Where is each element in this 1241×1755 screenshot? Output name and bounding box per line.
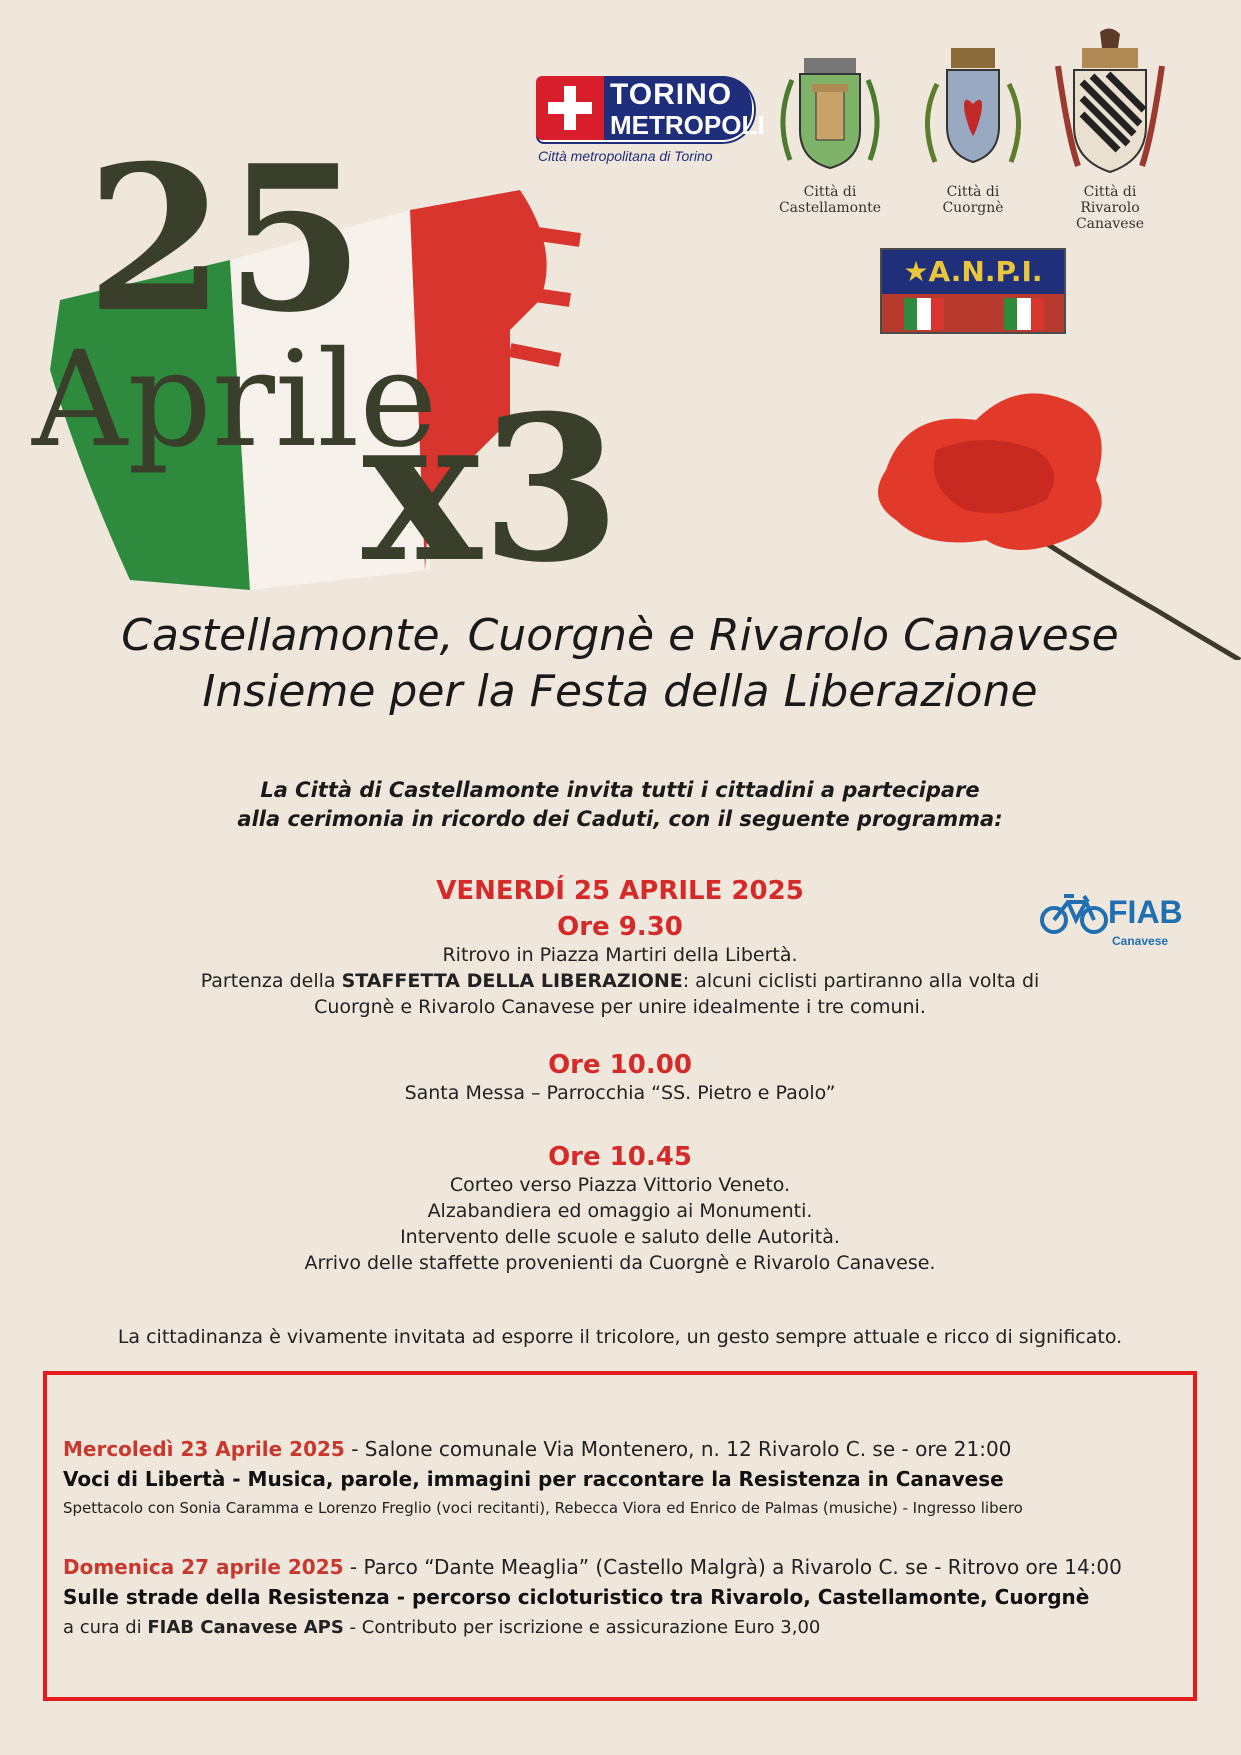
program-text: Partenza della — [200, 970, 342, 992]
torino-logo-sub: Città metropolitana di Torino — [538, 148, 713, 164]
hero-month: Aprile — [32, 323, 438, 477]
event-title: Voci di Libertà - Musica, parole, immagini per raccontare la Resistenza in Canavese — [63, 1467, 1004, 1491]
event-date: Domenica 27 aprile 2025 — [63, 1555, 344, 1579]
headline-line2: Insieme per la Festa della Liberazione — [202, 666, 1038, 717]
program-block-3 — [20, 1142, 1220, 1276]
tricolor-flag-icon — [1004, 298, 1044, 330]
event-note — [63, 1617, 820, 1638]
program-line: Cuorgnè e Rivarolo Canavese per unire idealmente i tre comuni. — [314, 996, 926, 1018]
program-line — [20, 968, 1220, 994]
event-place: - Parco “Dante Meaglia” (Castello Malgrà) a Rivarolo C. se - Ritrovo ore 14:00 — [343, 1555, 1122, 1579]
program-time: Ore 10.45 — [548, 1142, 692, 1172]
hero-times: x3 — [362, 372, 621, 607]
anpi-label: ★A.N.P.I. — [882, 250, 1064, 294]
fiab-sub: Canavese — [1112, 934, 1169, 948]
event-date: Mercoledì 23 Aprile 2025 — [63, 1437, 345, 1461]
castellamonte-crest-icon — [770, 50, 890, 180]
torino-logo-line1: TORINO — [610, 78, 733, 111]
program-date: VENERDÍ 25 APRILE 2025 — [436, 876, 804, 906]
torino-metropoli-logo — [536, 76, 765, 166]
invite-text — [20, 776, 1220, 834]
program-time: Ore 9.30 — [557, 912, 683, 942]
program-line: Ritrovo in Piazza Martiri della Libertà. — [442, 944, 798, 966]
crest-cuorgne-l2: Cuorgnè — [942, 200, 1004, 216]
crest-castellamonte — [770, 50, 890, 216]
event-org: FIAB Canavese APS — [147, 1617, 344, 1638]
events-box — [43, 1371, 1197, 1701]
event-note-text: a cura di — [63, 1617, 148, 1638]
crest-castellamonte-l1: Città di — [803, 184, 857, 200]
event-2-header — [63, 1555, 1122, 1579]
savoy-cross-icon — [536, 76, 604, 140]
program-time: Ore 10.00 — [548, 1050, 692, 1080]
rivarolo-crest-icon — [1048, 26, 1172, 180]
program-line: Alzabandiera ed omaggio ai Monumenti. — [427, 1200, 813, 1222]
closing-text: La cittadinanza è vivamente invitata ad esporre il tricolore, un gesto sempre attuale e ricco di significato. — [117, 1326, 1123, 1348]
invite-line1: La Città di Castellamonte invita tutti i cittadini a partecipare — [260, 778, 980, 802]
tricolor-flag-icon — [904, 298, 944, 330]
event-note: Spettacolo con Sonia Caramma e Lorenzo Freglio (voci recitanti), Rebecca Viora ed Enrico de Palmas (musiche) - Ingresso libero — [63, 1499, 1023, 1517]
hero-number: 25 — [86, 122, 365, 357]
program-line: Arrivo delle staffette provenienti da Cuorgnè e Rivarolo Canavese. — [304, 1252, 936, 1274]
crest-cuorgne — [913, 44, 1033, 216]
invite-line2: alla cerimonia in ricordo dei Caduti, con il seguente programma: — [237, 807, 1003, 831]
anpi-badge — [880, 248, 1066, 334]
program-block-1 — [20, 912, 1220, 1020]
program-block-2 — [20, 1050, 1220, 1106]
torino-logo-line2: METROPOLI — [610, 110, 765, 140]
event-1-header — [63, 1437, 1011, 1461]
program-text: : alcuni ciclisti partiranno alla volta di — [682, 970, 1040, 992]
event-title: Sulle strade della Resistenza - percorso cicloturistico tra Rivarolo, Castellamonte, Cuorgnè — [63, 1585, 1090, 1609]
crest-castellamonte-l2: Castellamonte — [778, 200, 882, 216]
headline-line1: Castellamonte, Cuorgnè e Rivarolo Canavese — [121, 610, 1119, 661]
program-line: Santa Messa – Parrocchia “SS. Pietro e Paolo” — [404, 1082, 836, 1104]
program-line: Corteo verso Piazza Vittorio Veneto. — [449, 1174, 791, 1196]
crest-rivarolo — [1048, 26, 1172, 232]
fiab-label: FIAB — [1108, 894, 1183, 930]
event-note-text: - Contributo per iscrizione e assicurazione Euro 3,00 — [343, 1617, 821, 1638]
crest-cuorgne-l1: Città di — [946, 184, 1000, 200]
program-line: Intervento delle scuole e saluto delle Autorità. — [400, 1226, 840, 1248]
staffetta-label: STAFFETTA DELLA LIBERAZIONE — [341, 970, 683, 992]
headline — [20, 608, 1220, 720]
crest-rivarolo-l1: Città di — [1083, 184, 1137, 200]
cuorgne-crest-icon — [913, 44, 1033, 180]
crest-rivarolo-l2: Rivarolo Canavese — [1075, 200, 1145, 232]
event-place: - Salone comunale Via Montenero, n. 12 Rivarolo C. se - ore 21:00 — [344, 1437, 1012, 1461]
